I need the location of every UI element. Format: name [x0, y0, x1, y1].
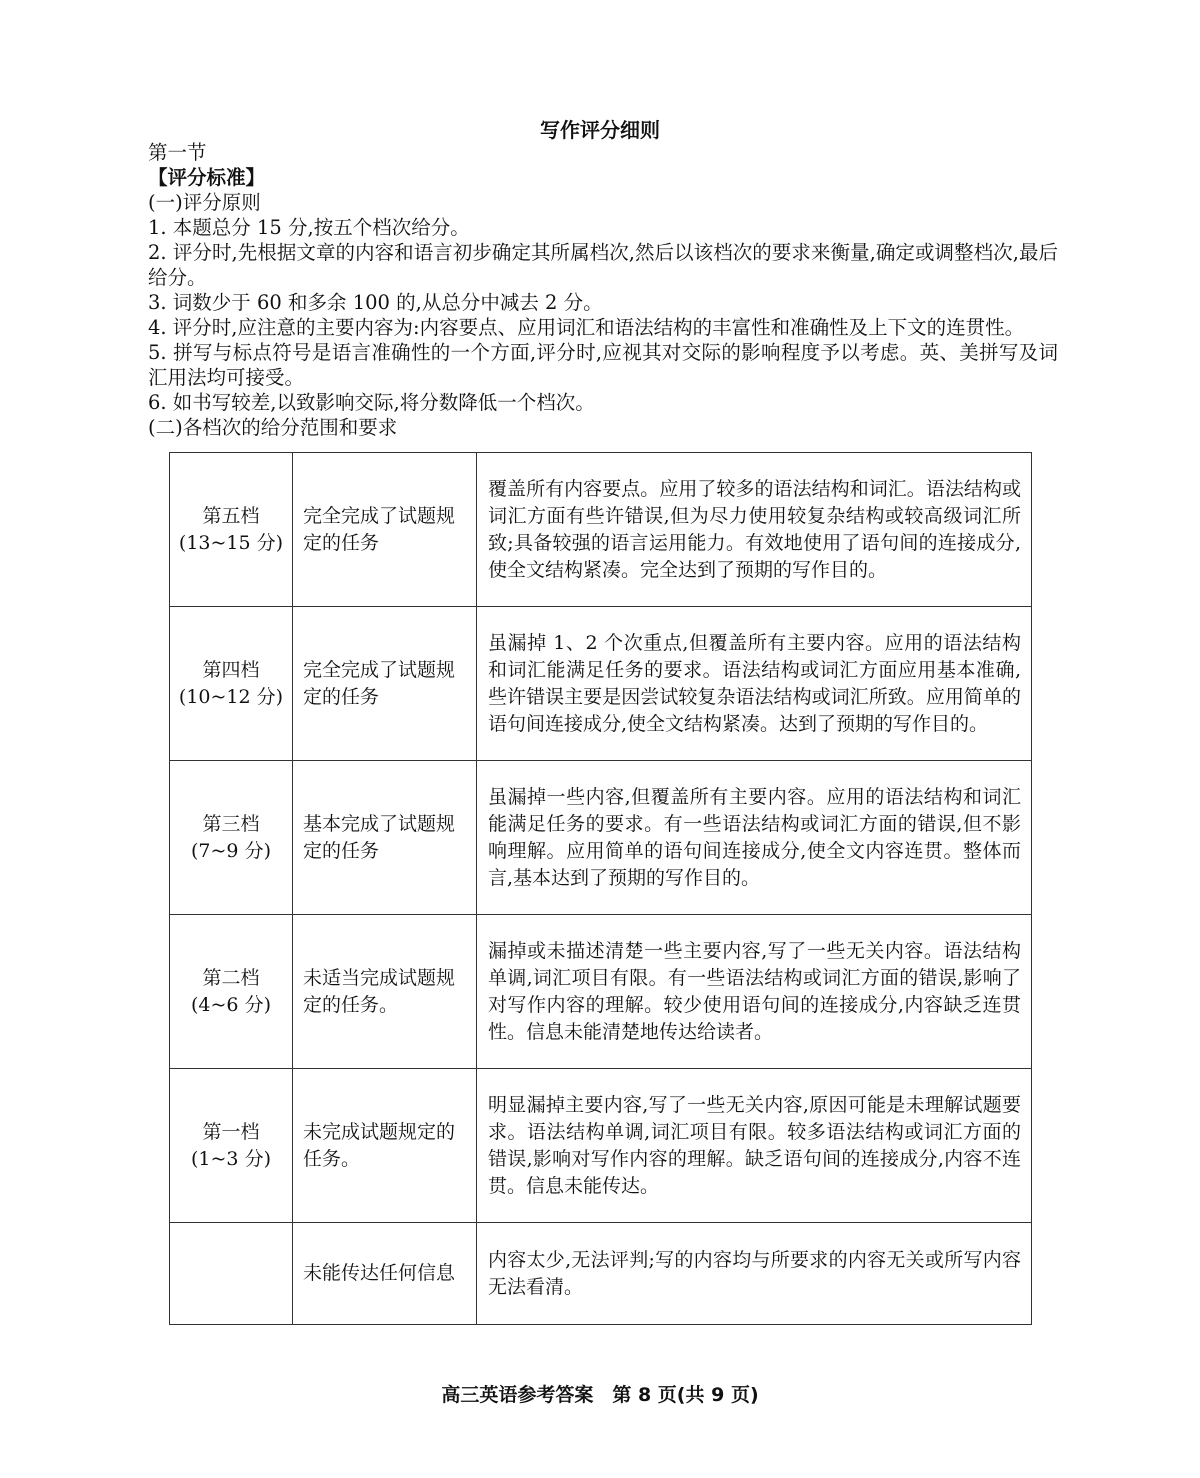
level-name: 第四档	[202, 658, 260, 681]
table-row	[170, 607, 1032, 761]
scoring-levels-table	[169, 452, 1032, 1325]
principle-item: 1. 本题总分 15 分,按五个档次给分。	[148, 216, 470, 239]
scoring-standard-heading: 【评分标准】	[148, 166, 266, 189]
table-row	[170, 915, 1032, 1069]
description-cell: 虽漏掉一些内容,但覆盖所有主要内容。应用的语法结构和词汇能满足任务的要求。有一些语法结构或词汇方面的错误,但不影响理解。应用简单的语句间连接成分,使全文内容连贯。整体而言,基本达到了预期的写作目的。	[477, 761, 1032, 915]
principle-item: 6. 如书写较差,以致影响交际,将分数降低一个档次。	[148, 391, 595, 414]
level-range: (7~9 分)	[191, 839, 271, 862]
description-cell: 内容太少,无法评判;写的内容均与所要求的内容无关或所写内容无法看清。	[477, 1223, 1032, 1325]
level-cell	[170, 761, 293, 915]
description-cell: 明显漏掉主要内容,写了一些无关内容,原因可能是未理解试题要求。语法结构单调,词汇项目有限。较多语法结构或词汇方面的错误,影响对写作内容的理解。缺乏语句间的连接成分,内容不连贯。信息未能传达。	[477, 1069, 1032, 1223]
table-row	[170, 761, 1032, 915]
level-cell	[170, 453, 293, 607]
level-name: 第一档	[202, 1120, 260, 1143]
level-range: (13~15 分)	[178, 531, 284, 554]
task-cell: 未能传达任何信息	[293, 1223, 477, 1325]
task-cell: 未适当完成试题规定的任务。	[293, 915, 477, 1069]
level-range: (10~12 分)	[178, 685, 284, 708]
table-row	[170, 453, 1032, 607]
table-row	[170, 1069, 1032, 1223]
level-range: (4~6 分)	[191, 993, 271, 1016]
level-name: 第二档	[202, 966, 260, 989]
level-name: 第三档	[202, 812, 260, 835]
table-row	[170, 1223, 1032, 1325]
principles-heading: (一)评分原则	[148, 191, 261, 214]
level-name: 第五档	[202, 504, 260, 527]
task-cell: 完全完成了试题规定的任务	[293, 453, 477, 607]
principle-item: 4. 评分时,应注意的主要内容为:内容要点、应用词汇和语法结构的丰富性和准确性及上下文的连贯性。	[148, 316, 1025, 339]
principle-item: 3. 词数少于 60 和多余 100 的,从总分中减去 2 分。	[148, 291, 603, 314]
level-cell	[170, 915, 293, 1069]
level-cell	[170, 607, 293, 761]
description-cell: 虽漏掉 1、2 个次重点,但覆盖所有主要内容。应用的语法结构和词汇能满足任务的要求。语法结构或词汇方面应用基本准确,些许错误主要是因尝试较复杂语法结构或词汇所致。应用简单的语句间连接成分,使全文结构紧凑。达到了预期的写作目的。	[477, 607, 1032, 761]
level-range: (1~3 分)	[191, 1147, 271, 1170]
levels-heading: (二)各档次的给分范围和要求	[148, 416, 398, 439]
page-title: 写作评分细则	[540, 118, 660, 142]
page-footer: 高三英语参考答案 第 8 页(共 9 页)	[441, 1384, 759, 1406]
description-cell: 漏掉或未描述清楚一些主要内容,写了一些无关内容。语法结构单调,词汇项目有限。有一些语法结构或词汇方面的错误,影响了对写作内容的理解。较少使用语句间的连接成分,内容缺乏连贯性。信息未能清楚地传达给读者。	[477, 915, 1032, 1069]
level-cell	[170, 1069, 293, 1223]
task-cell: 基本完成了试题规定的任务	[293, 761, 477, 915]
task-cell: 完全完成了试题规定的任务	[293, 607, 477, 761]
document-body	[148, 140, 1058, 440]
task-cell: 未完成试题规定的任务。	[293, 1069, 477, 1223]
level-cell	[170, 1223, 293, 1325]
principle-item: 5. 拼写与标点符号是语言准确性的一个方面,评分时,应视其对交际的影响程度予以考虑。英、美拼写及词汇用法均可接受。	[148, 341, 1058, 389]
principle-item: 2. 评分时,先根据文章的内容和语言初步确定其所属档次,然后以该档次的要求来衡量,确定或调整档次,最后给分。	[148, 241, 1058, 289]
description-cell: 覆盖所有内容要点。应用了较多的语法结构和词汇。语法结构或词汇方面有些许错误,但为尽力使用较复杂结构或较高级词汇所致;具备较强的语言运用能力。有效地使用了语句间的连接成分,使全文结构紧凑。完全达到了预期的写作目的。	[477, 453, 1032, 607]
section-label: 第一节	[148, 141, 207, 164]
